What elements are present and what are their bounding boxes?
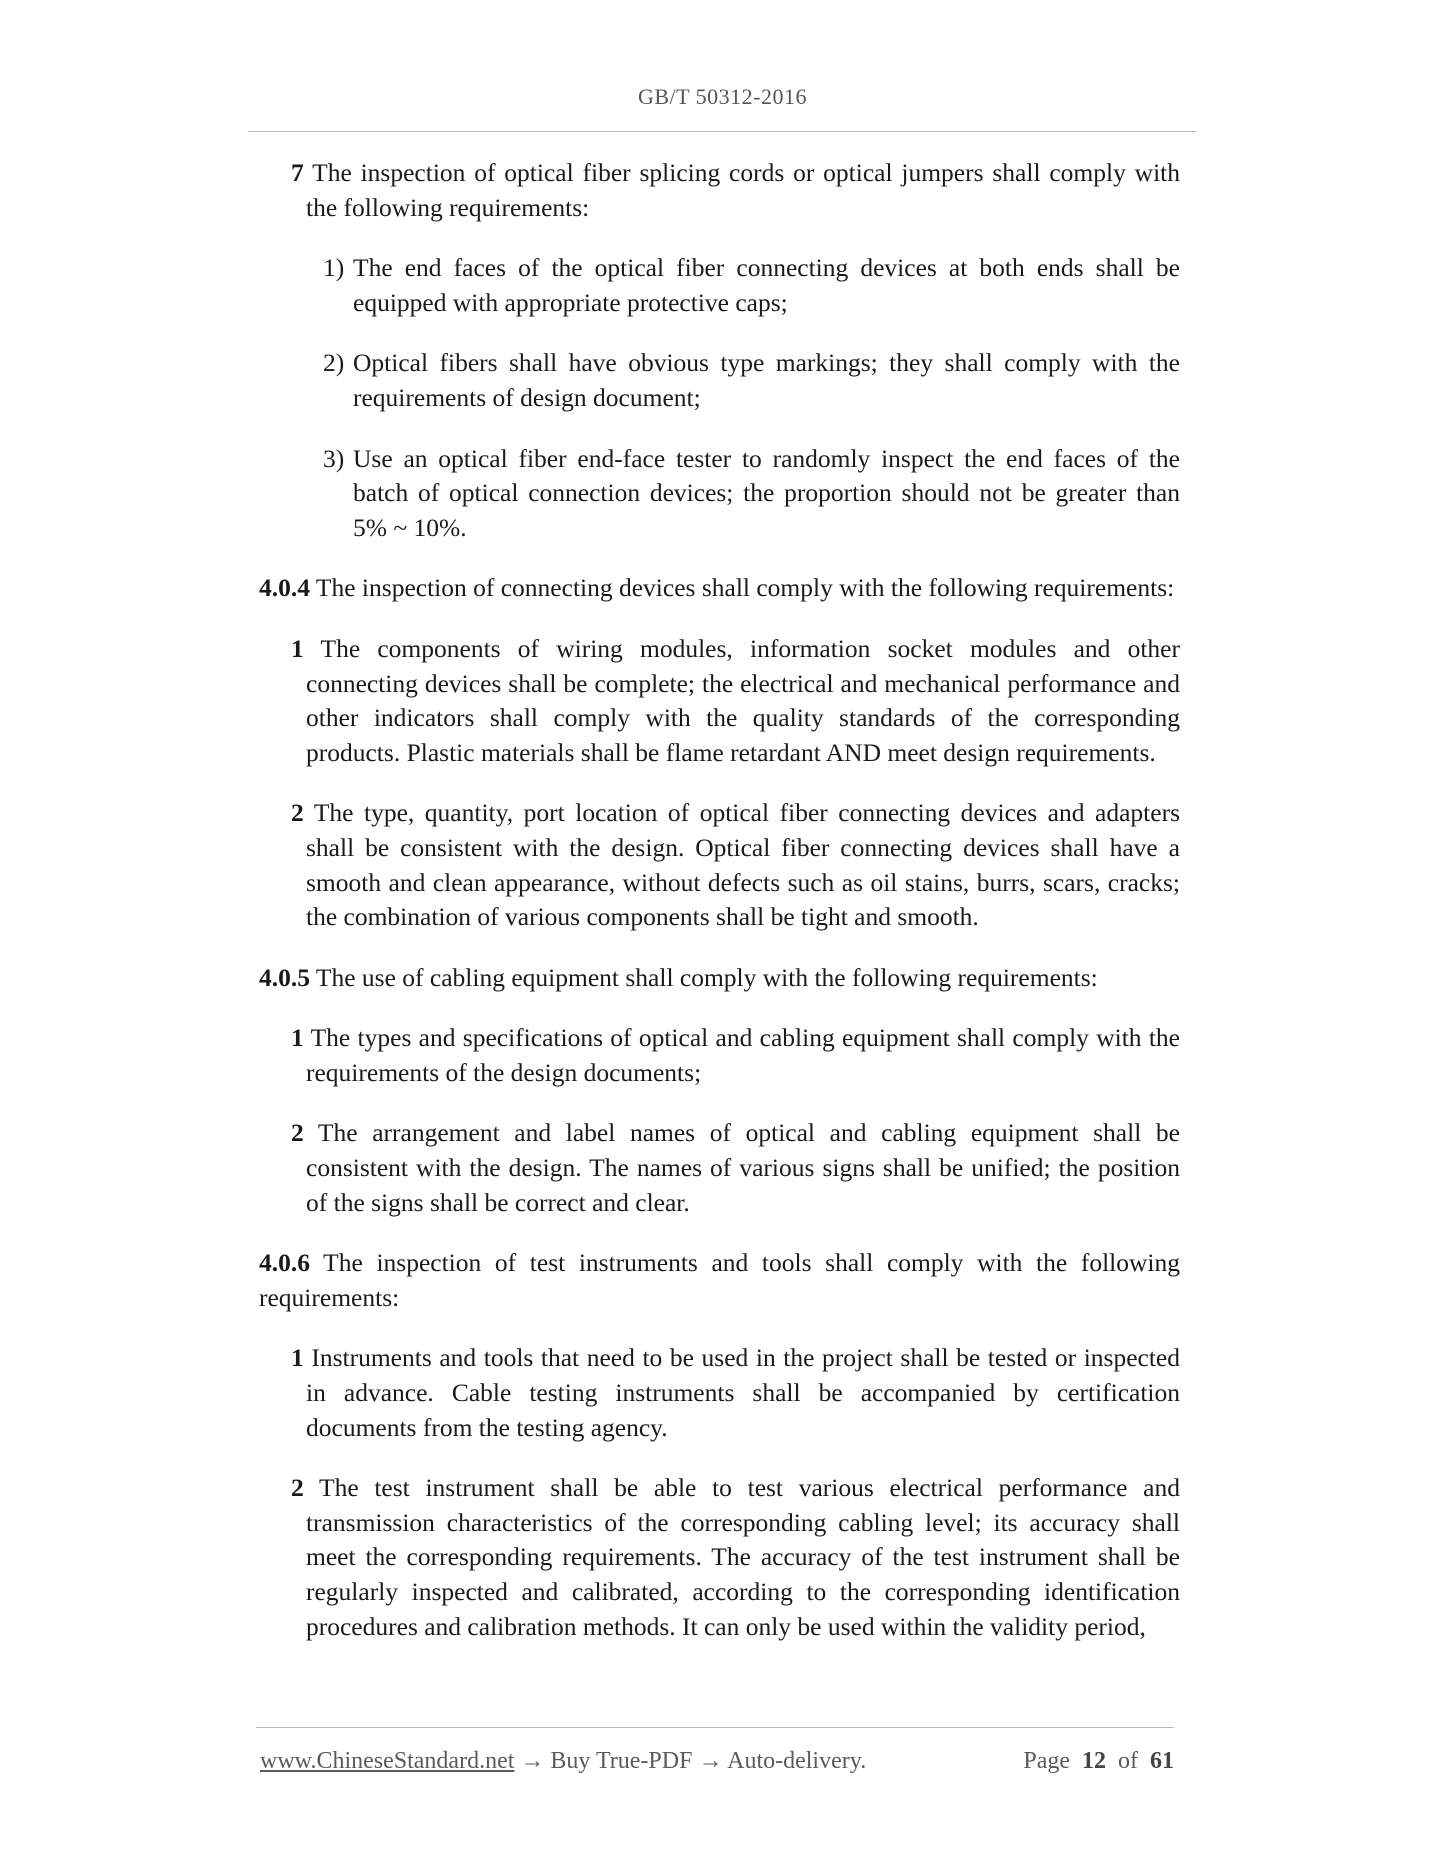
- clause-4-0-6-item-2: [291, 1471, 1180, 1644]
- clause-4-0-6-item-2-number: 2: [291, 1473, 304, 1503]
- clause-7-text: The inspection of optical fiber splicing cords or optical jumpers shall comply with the following requirements:: [303, 158, 1180, 222]
- clause-7-item-1: [323, 251, 1180, 320]
- clause-7-item-1-text: The end faces of the optical fiber connecting devices at both ends shall be equipped with appropriate protective caps;: [353, 253, 1180, 317]
- clause-7-item-1-number: 1): [323, 253, 345, 283]
- clause-4-0-5-number: 4.0.5: [259, 962, 310, 992]
- clause-4-0-6-item-1: [291, 1341, 1180, 1445]
- clause-4-0-5-item-2-number: 2: [291, 1118, 304, 1148]
- clause-4-0-4-item-1: [291, 632, 1180, 770]
- clause-7-item-2: [323, 346, 1180, 415]
- clause-4-0-6-text: The inspection of test instruments and tools shall comply with the following requirements:: [259, 1248, 1180, 1312]
- page-header-title: GB/T 50312-2016: [637, 84, 808, 109]
- clause-4-0-6-item-1-number: 1: [291, 1343, 304, 1373]
- page-total: 61: [1150, 1748, 1174, 1774]
- clause-4-0-5-item-1-text: The types and specifications of optical and cabling equipment shall comply with the requirements of the design documents;: [303, 1023, 1180, 1087]
- clause-7-item-3: [323, 442, 1180, 546]
- clause-4-0-5-item-2: [291, 1116, 1180, 1220]
- clause-4-0-4-item-1-text: The components of wiring modules, information socket modules and other connecting devices shall be complete; the electrical and mechanical performance and other indicators shall comply with the quality standards of the corresponding products. Plastic materials shall be flame retardant AND meet design requirements.: [303, 633, 1180, 767]
- clause-4-0-4-number: 4.0.4: [259, 573, 310, 603]
- clause-7-item-2-text: Optical fibers shall have obvious type markings; they shall comply with the requirements of design document;: [353, 348, 1180, 412]
- clause-4-0-6-item-1-text: Instruments and tools that need to be used in the project shall be tested or inspected in advance. Cable testing instruments shall be accompanied by certification documents from the testing agency.: [303, 1343, 1180, 1442]
- footer-promo: [260, 1748, 866, 1775]
- clause-4-0-4-item-2-number: 2: [291, 798, 304, 828]
- clause-4-0-4-text: The inspection of connecting devices shall comply with the following requirements:: [310, 573, 1175, 603]
- clause-4-0-4-item-2-text: The type, quantity, port location of optical fiber connecting devices and adapters shall be consistent with the design. Optical fiber connecting devices shall have a smooth and clean appearance, without defects such as oil stains, burrs, scars, cracks; the combination of various components shall be tight and smooth.: [303, 798, 1180, 932]
- clause-7-item-3-number: 3): [323, 443, 345, 473]
- page-label: Page: [1023, 1748, 1070, 1774]
- clause-7: [291, 156, 1180, 225]
- document-body: [259, 156, 1180, 1644]
- website-link[interactable]: www.ChineseStandard.net: [260, 1748, 515, 1774]
- page-indicator: [1023, 1748, 1174, 1775]
- clause-4-0-5-item-2-text: The arrangement and label names of optical and cabling equipment shall be consistent with the design. The names of various signs shall be unified; the position of the signs shall be correct and clear.: [303, 1118, 1180, 1217]
- clause-4-0-6-number: 4.0.6: [259, 1248, 310, 1278]
- clause-4-0-5-item-1: [291, 1021, 1180, 1090]
- clause-4-0-5: [259, 961, 1180, 996]
- clause-4-0-5-item-1-number: 1: [291, 1023, 304, 1053]
- header-divider: [248, 131, 1196, 132]
- clause-4-0-4-item-2: [291, 796, 1180, 934]
- clause-4-0-5-text: The use of cabling equipment shall comply with the following requirements:: [310, 962, 1098, 992]
- clause-4-0-6-item-2-text: The test instrument shall be able to test various electrical performance and transmission characteristics of the corresponding cabling level; its accuracy shall meet the corresponding requirements. The accuracy of the test instrument shall be regularly inspected and calibrated, according to the corresponding identification procedures and calibration methods. It can only be used within the validity period,: [303, 1473, 1180, 1641]
- footer-promo-text: → Buy True-PDF → Auto-delivery.: [514, 1748, 867, 1774]
- clause-4-0-4: [259, 571, 1180, 606]
- page-number: 12: [1082, 1748, 1106, 1774]
- clause-7-number: 7: [291, 158, 304, 187]
- clause-4-0-6: [259, 1246, 1180, 1315]
- clause-4-0-4-item-1-number: 1: [291, 633, 304, 663]
- footer-divider: [256, 1727, 1174, 1728]
- clause-7-item-3-text: Use an optical fiber end-face tester to randomly inspect the end faces of the batch of optical connection devices; the proportion should not be greater than 5% ~ 10%.: [353, 443, 1180, 542]
- clause-7-item-2-number: 2): [323, 348, 345, 378]
- of-label: of: [1118, 1748, 1138, 1774]
